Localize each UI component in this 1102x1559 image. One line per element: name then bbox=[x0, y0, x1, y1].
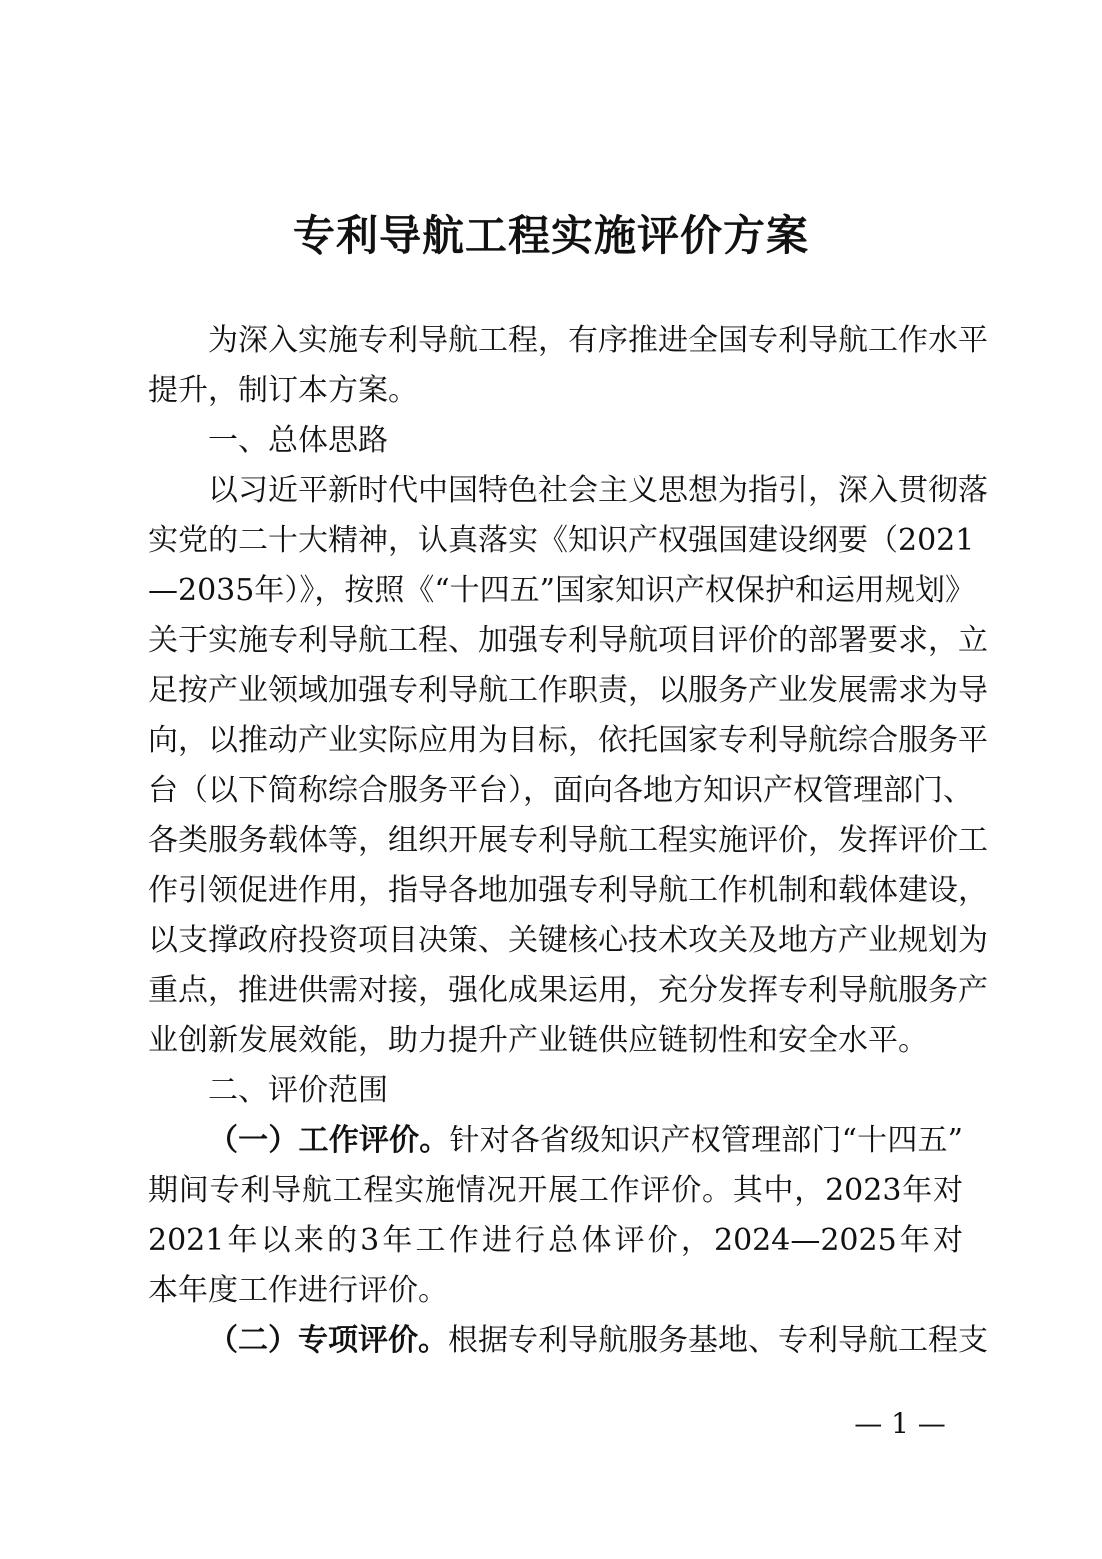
paragraph-line: 台（以下简称综合服务平台），面向各地方知识产权管理部门、 bbox=[148, 773, 973, 808]
paragraph-line: 足按产业领域加强专利导航工作职责，以服务产业发展需求为导 bbox=[148, 673, 988, 708]
page-number: — 1 — bbox=[854, 1407, 946, 1440]
paragraph-line: 作引领促进作用，指导各地加强专利导航工作机制和载体建设， bbox=[148, 873, 988, 908]
subsection-lead: （一）工作评价。 bbox=[208, 1123, 450, 1158]
paragraph-line: 关于实施专利导航工程、加强专利导航项目评价的部署要求，立 bbox=[148, 623, 988, 658]
subsection-text: 根据专利导航服务基地、专利导航工程支 bbox=[448, 1323, 988, 1358]
paragraph-line: 重点，推进供需对接，强化成果运用，充分发挥专利导航服务产 bbox=[148, 973, 988, 1008]
section-heading: 一、总体思路 bbox=[208, 423, 388, 458]
intro-line: 提升，制订本方案。 bbox=[148, 373, 418, 408]
paragraph-line: 业创新发展效能，助力提升产业链供应链韧性和安全水平。 bbox=[148, 1023, 928, 1058]
paragraph-line: 实党的二十大精神，认真落实《知识产权强国建设纲要（2021 bbox=[148, 523, 975, 558]
paragraph-line: 向，以推动产业实际应用为目标，依托国家专利导航综合服务平 bbox=[148, 723, 988, 758]
paragraph-line: 以支撑政府投资项目决策、关键核心技术攻关及地方产业规划为 bbox=[148, 923, 988, 958]
paragraph-line: 2021年以来的3年工作进行总体评价，2024—2025年对 bbox=[148, 1223, 963, 1258]
paragraph-line: 以习近平新时代中国特色社会主义思想为指引，深入贯彻落 bbox=[208, 473, 988, 508]
subsection-lead: （二）专项评价。 bbox=[208, 1323, 448, 1358]
intro-line: 为深入实施专利导航工程，有序推进全国专利导航工作水平 bbox=[208, 323, 988, 358]
section-heading: 二、评价范围 bbox=[208, 1073, 388, 1108]
paragraph-line: 本年度工作进行评价。 bbox=[148, 1273, 448, 1308]
document-title: 专利导航工程实施评价方案 bbox=[292, 211, 809, 260]
subsection-text: 针对各省级知识产权管理部门“十四五” bbox=[449, 1123, 963, 1158]
paragraph-line: 各类服务载体等，组织开展专利导航工程实施评价，发挥评价工 bbox=[148, 823, 988, 858]
subsection-first-line bbox=[208, 1316, 988, 1366]
subsection-first-line bbox=[208, 1116, 963, 1166]
paragraph-line: 期间专利导航工程实施情况开展工作评价。其中，2023年对 bbox=[148, 1173, 963, 1208]
paragraph-line: —2035年）》，按照《“十四五”国家知识产权保护和运用规划》 bbox=[148, 573, 976, 608]
